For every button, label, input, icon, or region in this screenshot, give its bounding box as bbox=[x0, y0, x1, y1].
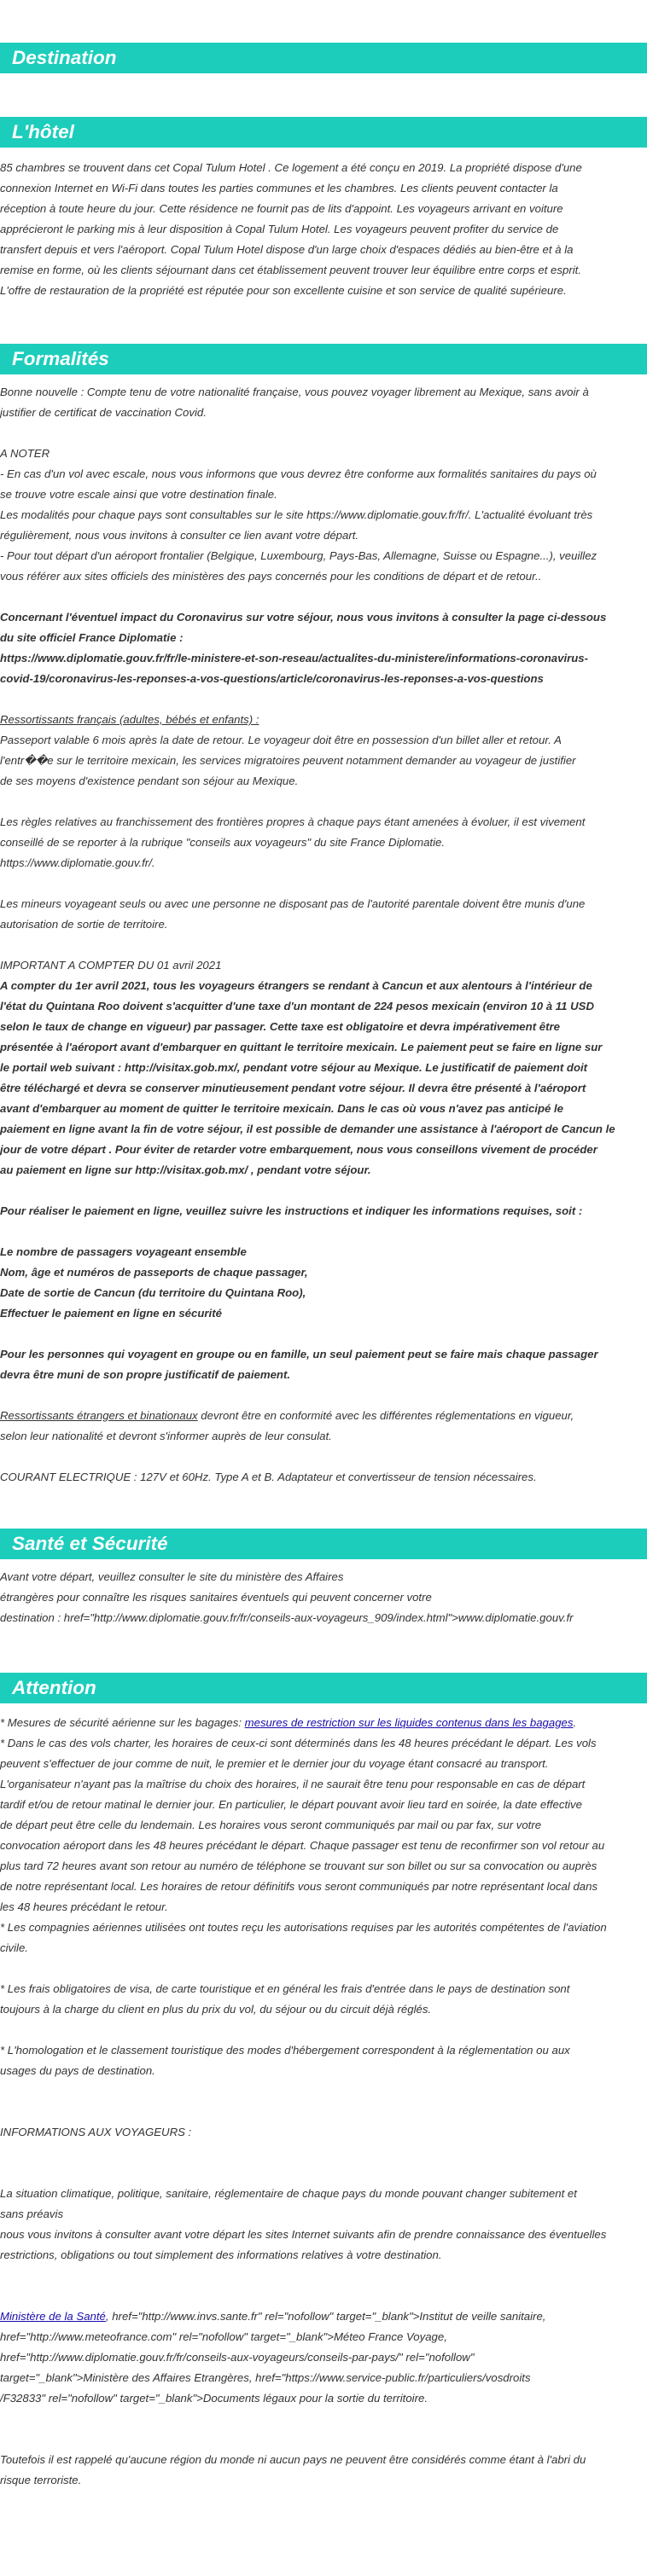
attention-terror-risk: Toutefois il est rappelé qu'aucune région du monde ni aucun pays ne peuvent être considérés comme étant à l'abri du risque terroriste. bbox=[0, 2453, 586, 2486]
formalites-tax-info: A compter du 1er avril 2021, tous les voyageurs étrangers se rendant à Cancun et aux alentours à l'intérieur de l'état du Quintana Roo doivent s'acquitter d'une taxe d'un montant de 224 pesos mexicain (environ 10 à 11 USD selon le taux de change en vigueur) par passager. Cette taxe est obligatoire et devra impérativement être présentée à l'aéroport avant d'embarquer en quittant le territoire mexicain. Le paiement peut se faire en ligne sur le portail web suivant : http://visitax.gob.mx/, pendant votre séjour au Mexique. Le justificatif de paiement doit être téléchargé et devra se conserver minutieusement pendant votre séjour. Il devra être présenté à l'aéroport avant d'embarquer au moment de quitter le territoire mexicain. Dans le cas où vous n'avez pas anticipé le paiement en ligne avant la fin de votre séjour, il est possible de demander une assistance à l'aéroport de Cancun le jour de votre départ . Pour éviter de retarder votre embarquement, nous vous conseillons vivement de procéder au paiement en ligne sur http://visitax.gob.mx/ , pendant votre séjour. bbox=[0, 979, 615, 1176]
attention-accommodation-rating: * L'homologation et le classement touristique des modes d'hébergement correspondent à la réglementation ou aux usages du pays de destination. bbox=[0, 2044, 570, 2077]
formalites-important-title: IMPORTANT A COMPTER DU 01 avril 2021 bbox=[0, 959, 222, 972]
section-header-hotel: L'hôtel bbox=[0, 117, 647, 148]
baggage-prefix: * Mesures de sécurité aérienne sur les bagages: bbox=[0, 1716, 245, 1729]
foreign-nationals-heading: Ressortissants étrangers et binationaux bbox=[0, 1409, 198, 1422]
attention-official-sites bbox=[0, 2306, 647, 2409]
formalites-group-payment: Pour les personnes qui voyagent en groupe ou en famille, un seul paiement peut se faire mais chaque passager devra être muni de son propre justificatif de paiement. bbox=[0, 1348, 598, 1381]
section-header-sante: Santé et Sécurité bbox=[0, 1529, 647, 1559]
attention-situation: La situation climatique, politique, sanitaire, réglementaire de chaque pays du monde pouvant changer subitement et sans préavis nous vous invitons à consulter avant votre départ les sites Internet suivants afin de prendre connaissance des éventuelles restrictions, obligations ou tout simplement des informations relatives à votre destination. bbox=[0, 2187, 607, 2261]
formalites-electricity: COURANT ELECTRIQUE : 127V et 60Hz. Type A et B. Adaptateur et convertisseur de tension nécessaires. bbox=[0, 1471, 537, 1483]
french-nationals-heading: Ressortissants français (adultes, bébés et enfants) : bbox=[0, 713, 259, 726]
formalites-payment-instructions: Pour réaliser le paiement en ligne, veuillez suivre les instructions et indiquer les informations requises, soit : bbox=[0, 1204, 583, 1217]
formalites-french-nationals bbox=[0, 710, 647, 792]
formalites-coronavirus-info: Concernant l'éventuel impact du Coronavirus sur votre séjour, nous vous invitons à consulter la page ci-dessous du site officiel France Diplomatie : https://www.diplomatie.gouv.fr/fr/le-ministere-et-son-reseau/actualites-du-ministere/informations-coronavirus- covid-19/coronavirus-les-reponses-a-vos-questions/article/coronavirus-les-reponses-a-vos-questions bbox=[0, 611, 607, 685]
sante-content bbox=[0, 1567, 647, 1628]
hotel-description bbox=[0, 158, 647, 301]
formalites-border-rules: Les règles relatives au franchissement des frontières propres à chaque pays étant amenées à évoluer, il est vivement conseillé de se reporter à la rubrique "conseils aux voyageurs" du site France Diplomatie. https://www.diplomatie.gouv.fr/. bbox=[0, 815, 586, 869]
section-header-attention: Attention bbox=[0, 1673, 647, 1703]
attention-content bbox=[0, 1713, 647, 2491]
baggage-suffix: . bbox=[573, 1716, 577, 1729]
formalites-payment-requirements: Le nombre de passagers voyageant ensemble Nom, âge et numéros de passeports de chaque passager, Date de sortie de Cancun (du territoire du Quintana Roo), Effectuer le paiement en ligne en sécurité bbox=[0, 1245, 308, 1320]
formalites-content bbox=[0, 382, 647, 1488]
attention-visa-fees: * Les frais obligatoires de visa, de carte touristique et en général les frais d'entrée dans le pays de destination sont toujours à la charge du client en plus du prix du vol, du séjour ou du circuit déjà réglés. bbox=[0, 1982, 570, 2016]
attention-charter-flights: * Dans le cas des vols charter, les horaires de ceux-ci sont déterminés dans les 48 heures précédant le départ. Les vols peuvent s'effectuer de jour comme de nuit, le premier et le dernier jour du voyage étant consacré au transport. L'organisateur n'ayant pas la maîtrise du choix des horaires, il ne saurait être tenu pour responsable en cas de départ tardif et/ou de retour matinal le dernier jour. En particulier, le départ pouvant avoir lieu tard en soirée, la date effective de départ peut être celle du lendemain. Les horaires vous seront communiqués par mail ou par fax, sur votre convocation aéroport dans les 48 heures précédant le départ. Chaque passager est tenu de reconfirmer son vol retour au plus tard 72 heures avant son retour au numéro de téléphone se trouvant sur son billet ou sur sa convocation ou auprès de notre représentant local. Les horaires de retour définitifs vous seront communiqués par notre représentant local dans les 48 heures précédant le retour. * Les compagnies aériennes utilisées ont toutes reçu les autorisations requises par les autorités compétentes de l'aviation civile. bbox=[0, 1737, 607, 1954]
sante-text: Avant votre départ, veuillez consulter le site du ministère des Affaires étrangères pour connaître les risques sanitaires éventuels qui peuvent concerner votre destination : href="http://www.diplomatie.gouv.fr/fr/conseils-aux-voyageurs_909/index.html">www.diplomatie.gouv.fr bbox=[0, 1570, 574, 1624]
attention-baggage bbox=[0, 1713, 647, 1733]
formalites-covid-note: Bonne nouvelle : Compte tenu de votre nationalité française, vous pouvez voyager librement au Mexique, sans avoir à justifier de certificat de vaccination Covid. bbox=[0, 386, 589, 419]
formalites-a-noter: A NOTER - En cas d'un vol avec escale, nous vous informons que vous devrez être conforme aux formalités sanitaires du pays où se trouve votre escale ainsi que votre destination finale. Les modalités pour chaque pays sont consultables sur le site https://www.diplomatie.gouv.fr/fr/. L'actualité évoluant très régulièrement, nous vous invitons à consulter ce lien avant votre départ. - Pour tout départ d'un aéroport frontalier (Belgique, Luxembourg, Pays-Bas, Allemagne, Suisse ou Espagne...), veuillez vous référer aux sites officiels des ministères des pays concernés pour les conditions de départ et de retour.. bbox=[0, 447, 597, 583]
section-header-formalites: Formalités bbox=[0, 344, 647, 374]
foreign-nationals-body: devront être en conformité avec les différentes réglementations en vigueur, selon leur nationalité et devront s'informer auprès de leur consulat. bbox=[0, 1409, 574, 1442]
attention-info-voyageurs: INFORMATIONS AUX VOYAGEURS : bbox=[0, 2126, 192, 2138]
liquids-restriction-link[interactable]: mesures de restriction sur les liquides contenus dans les bagages bbox=[244, 1716, 574, 1729]
hotel-text: 85 chambres se trouvent dans cet Copal Tulum Hotel . Ce logement a été conçu en 2019. La propriété dispose d'une connexion Internet en Wi-Fi dans toutes les parties communes et les chambres. Les clients peuvent contacter la réception à toute heure du jour. Cette résidence ne fournit pas de lits d'appoint. Les voyageurs arrivant en voiture apprécieront le parking mis à leur disposition à Copal Tulum Hotel. Les voyageurs peuvent profiter du service de transfert depuis et vers l'aéroport. Copal Tulum Hotel dispose d'un large choix d'espaces dédiés au bien-être et à la remise en forme, où les clients séjournant dans cet établissement peuvent trouver leur équilibre entre corps et esprit. L'offre de restauration de la propriété est réputée pour son excellente cuisine et son service de qualité supérieure. bbox=[0, 161, 582, 297]
french-nationals-body: Passeport valable 6 mois après la date de retour. Le voyageur doit être en possession d'un billet aller et retour. A l'entr��e sur le territoire mexicain, les services migratoires peuvent notamment demander au voyageur de justifier de ses moyens d'existence pendant son séjour au Mexique. bbox=[0, 734, 576, 787]
official-sites-body: , href="http://www.invs.sante.fr" rel="nofollow" target="_blank">Institut de veille sanitaire, href="http://www.meteofrance.com" rel="nofollow" target="_blank">Méteo France Voyage, href="http://www.diplomatie.gouv.fr/fr/conseils-aux-voyageurs/conseils-par-pays/" rel="nofollow" target="_blank">Ministère des Affaires Etrangères, href="https://www.service-public.fr/particuliers/vosdroits /F32833" rel="nofollow" target="_blank">Documents légaux pour la sortie du territoire. bbox=[0, 2310, 546, 2405]
formalites-foreign-nationals bbox=[0, 1406, 647, 1447]
formalites-minors: Les mineurs voyageant seuls ou avec une personne ne disposant pas de l'autorité parentale doivent être munis d'une autorisation de sortie de territoire. bbox=[0, 897, 586, 931]
section-header-destination: Destination bbox=[0, 43, 647, 73]
ministere-sante-link[interactable]: Ministère de la Santé bbox=[0, 2310, 106, 2323]
